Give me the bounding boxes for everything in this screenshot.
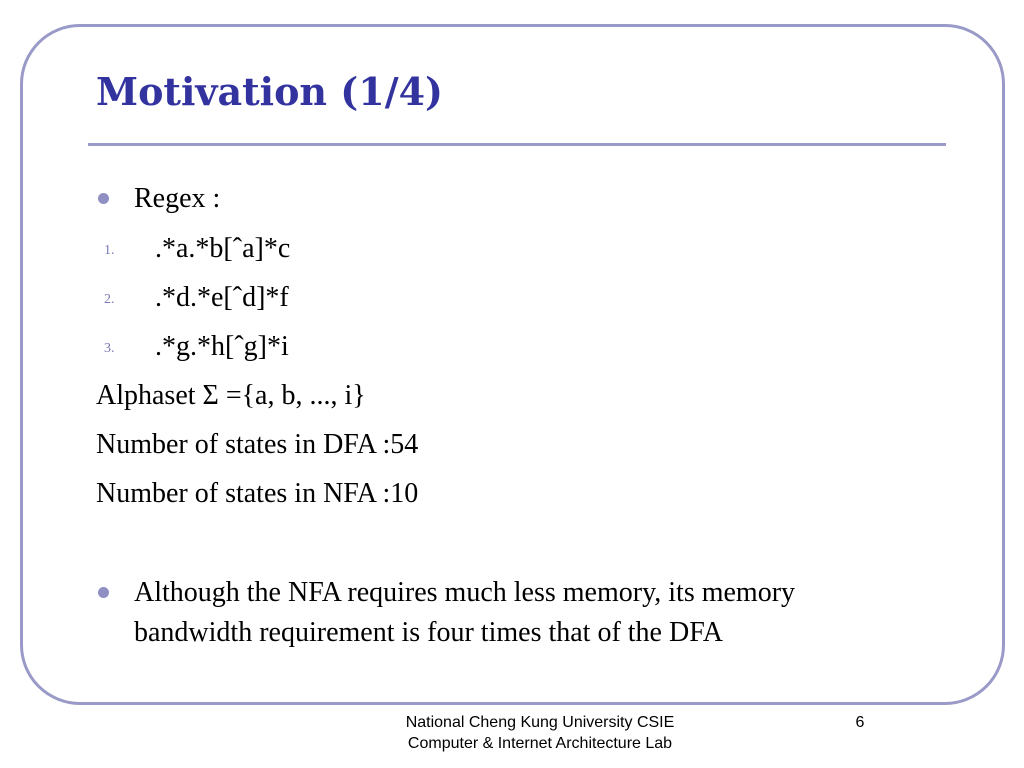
bullet-conclusion-line2: bandwidth requirement is four times that of the DFA <box>134 617 723 648</box>
list-number: 1. <box>104 243 115 258</box>
dfa-states-text: Number of states in DFA :54 <box>96 429 419 460</box>
title-divider <box>88 143 946 146</box>
regex-item: .*g.*h[ˆg]*i <box>155 331 289 362</box>
bullet-conclusion-line1: Although the NFA requires much less memory, its memory <box>134 577 796 608</box>
slide-title: Motivation (1/4) <box>96 69 444 114</box>
bullet-regex-label: Regex : <box>134 183 221 214</box>
list-number: 3. <box>104 341 115 356</box>
alphabet-text: Alphaset Σ ={a, b, ..., i} <box>96 380 366 411</box>
regex-item: .*d.*e[ˆd]*f <box>155 282 289 313</box>
bullet-dot-icon <box>98 193 109 204</box>
page-number: 6 <box>855 714 865 731</box>
list-number: 2. <box>104 292 115 307</box>
footer-institution <box>330 712 750 754</box>
bullet-dot-icon <box>98 587 109 598</box>
footer-line-university: National Cheng Kung University CSIE <box>405 714 675 731</box>
regex-item: .*a.*b[ˆa]*c <box>155 233 291 264</box>
nfa-states-text: Number of states in NFA :10 <box>96 478 419 509</box>
footer-line-lab: Computer & Internet Architecture Lab <box>407 735 673 752</box>
